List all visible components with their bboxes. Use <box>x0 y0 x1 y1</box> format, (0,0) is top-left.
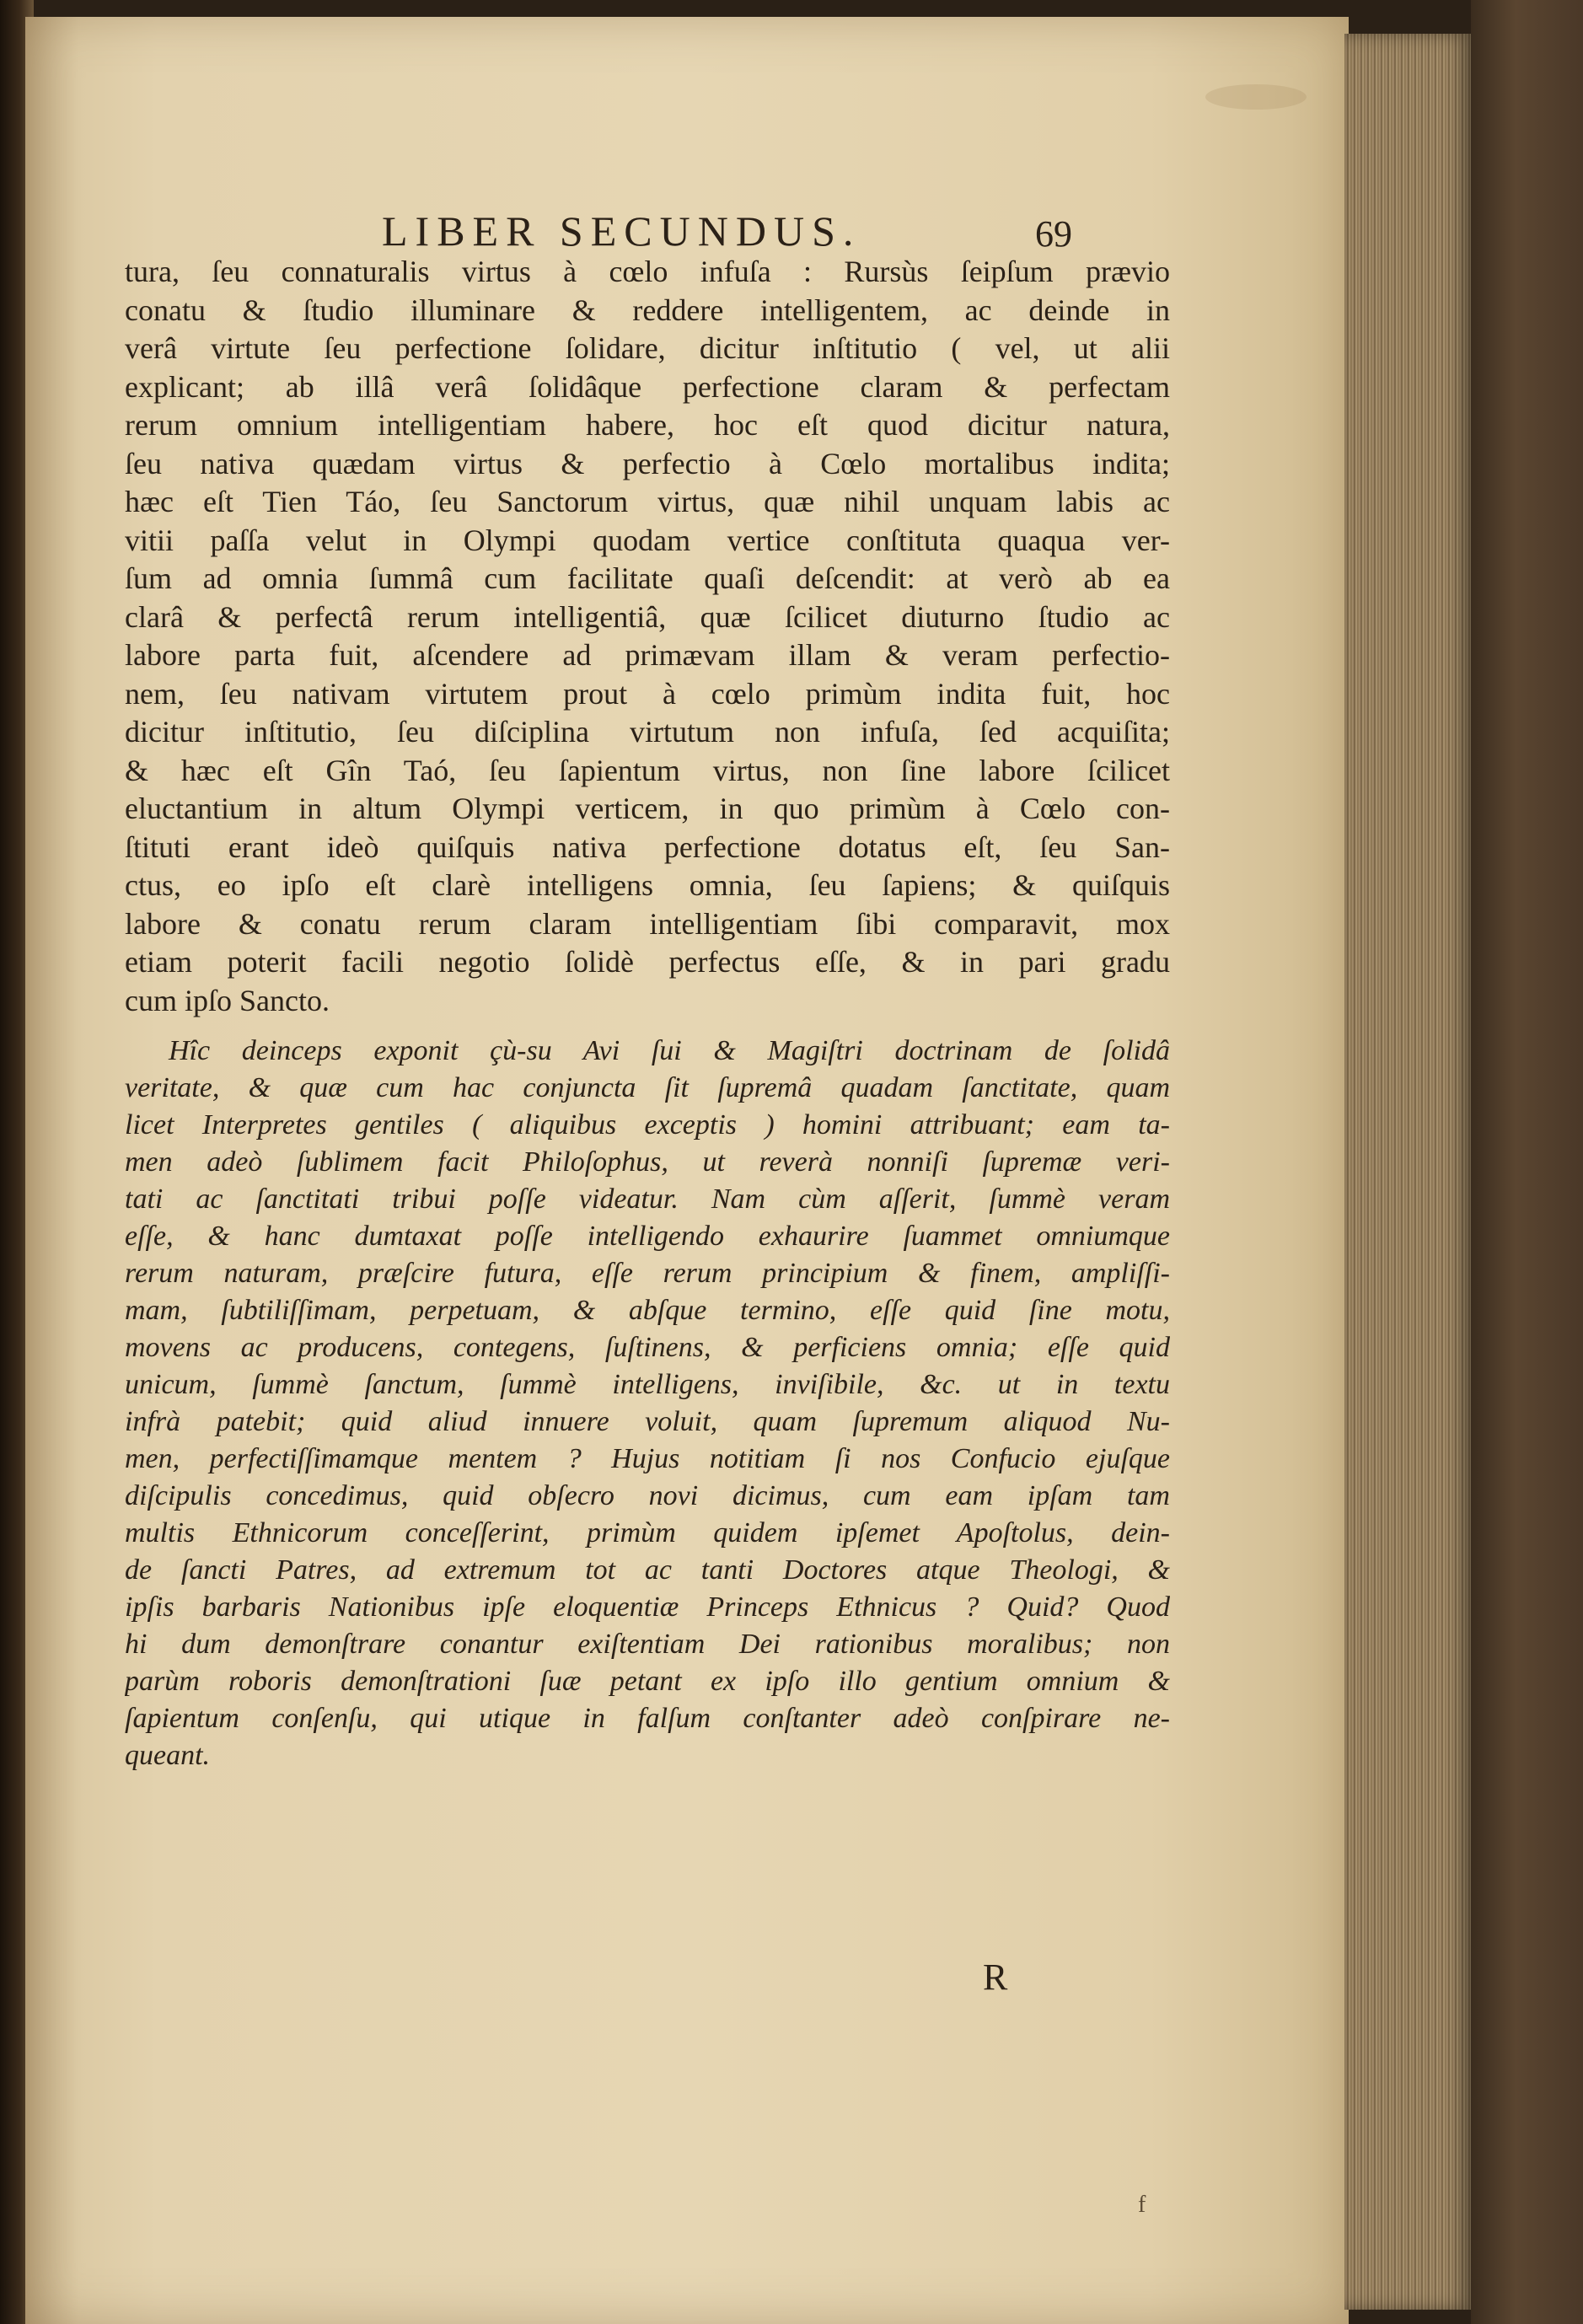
page-edges <box>1344 34 1471 2310</box>
text-line: rerum naturam, præſcire futura, eſſe rerum principium & finem, ampliſſi- <box>125 1258 1170 1289</box>
italic-commentary <box>125 1033 1170 1774</box>
text-line: ſtituti erant ideò quiſquis nativa perfectione dotatus eſt, ſeu San- <box>125 829 1170 864</box>
text-line: verâ virtute ſeu perfectione ſolidare, dicitur inſtitutio ( vel, ut alii <box>125 331 1170 365</box>
text-line: & hæc eſt Gîn Taó, ſeu ſapientum virtus, non ſine labore ſcilicet <box>125 753 1170 787</box>
text-line: movens ac producens, contegens, ſuſtinens, & perficiens omnia; eſſe quid <box>125 1332 1170 1363</box>
right-cover <box>1471 0 1583 2324</box>
text-line: mam, ſubtiliſſimam, perpetuam, & abſque termino, eſſe quid ſine motu, <box>125 1295 1170 1326</box>
text-line: hi dum demonſtrare conantur exiſtentiam Dei rationibus moralibus; non <box>125 1629 1170 1660</box>
page-number: 69 <box>1035 213 1072 255</box>
text-line: men adeò ſublimem facit Philoſophus, ut reverà nonniſi ſupremæ veri- <box>125 1146 1170 1178</box>
text-line: tati ac ſanctitati tribui poſſe videatur. Nam cùm aſſerit, ſummè veram <box>125 1183 1170 1215</box>
text-line: queant. <box>125 1740 211 1771</box>
signature-mark: R <box>983 1956 1008 1998</box>
text-line: clarâ & perfectâ rerum intelligentiâ, quæ ſcilicet diuturno ſtudio ac <box>125 599 1170 634</box>
text-line: tura, ſeu connaturalis virtus à cœlo infuſa : Rursùs ſeipſum prævio <box>125 255 1170 288</box>
running-title: LIBER SECUNDUS. <box>382 207 861 255</box>
text-line: eluctantium in altum Olympi verticem, in quo primùm à Cœlo con- <box>125 792 1170 825</box>
text-line: unicum, ſummè ſanctum, ſummè intelligens, inviſibile, &c. ut in textu <box>125 1369 1170 1400</box>
text-line: rerum omnium intelligentiam habere, hoc eſt quod dicitur natura, <box>125 408 1170 442</box>
text-line: vitii paſſa velut in Olympi quodam vertice conſtituta quaqua ver- <box>125 523 1170 557</box>
running-head <box>125 206 1170 256</box>
text-line: diſcipulis concedimus, quid obſecro novi dicimus, cum eam ipſam tam <box>125 1480 1170 1511</box>
text-line: dicitur inſtitutio, ſeu diſciplina virtutum non infuſa, ſed acquiſita; <box>125 715 1170 749</box>
text-line: multis Ethnicorum conceſſerint, primùm quidem ipſemet Apoſtolus, dein- <box>125 1517 1170 1548</box>
text-line: parùm roboris demonſtrationi ſuæ petant ex ipſo illo gentium omnium & <box>125 1666 1170 1697</box>
text-line: eſſe, & hanc dumtaxat poſſe intelligendo exhaurire ſuammet omniumque <box>125 1221 1170 1252</box>
text-line: infrà patebit; quid aliud innuere voluit, quam ſupremum aliquod Nu- <box>125 1406 1170 1437</box>
text-line: nem, ſeu nativam virtutem prout à cœlo primùm indita fuit, hoc <box>125 676 1170 711</box>
page-stain <box>1205 84 1307 110</box>
text-line: cum ipſo Sancto. <box>125 983 330 1017</box>
text-line: licet Interpretes gentiles ( aliquibus exceptis ) homini attribuant; eam ta- <box>125 1109 1170 1141</box>
text-line: veritate, & quæ cum hac conjuncta ſit ſupremâ quadam ſanctitate, quam <box>125 1072 1170 1103</box>
text-line: ctus, eo ipſo eſt clarè intelligens omnia, ſeu ſapiens; & quiſquis <box>125 868 1170 902</box>
text-line: labore & conatu rerum claram intelligentiam ſibi comparavit, mox <box>125 906 1170 941</box>
text-line: ſapientum conſenſu, qui utique in falſum conſtanter adeò conſpirare ne- <box>125 1703 1170 1734</box>
text-line: de ſancti Patres, ad extremum tot ac tanti Doctores atque Theologi, & <box>125 1554 1170 1586</box>
text-line: etiam poterit facili negotio ſolidè perfectus eſſe, & in pari gradu <box>125 945 1170 979</box>
text-line: labore parta fuit, aſcendere ad primævam illam & veram perfectio- <box>125 638 1170 672</box>
text-line: ipſis barbaris Nationibus ipſe eloquentiæ Princeps Ethnicus ? Quid? Quod <box>125 1591 1170 1623</box>
text-line: ſeu nativa quædam virtus & perfectio à Cœlo mortalibus indita; <box>125 446 1170 480</box>
text-line: hæc eſt Tien Táo, ſeu Sanctorum virtus, quæ nihil unquam labis ac <box>125 485 1170 518</box>
text-line: men, perfectiſſimamque mentem ? Hujus notitiam ſi nos Confucio ejuſque <box>125 1443 1170 1474</box>
text-line: explicant; ab illâ verâ ſolidâque perfectione claram & perfectam <box>125 369 1170 404</box>
roman-paragraph <box>125 253 1170 1020</box>
corner-mark: f <box>1138 2192 1146 2218</box>
text-line: Hîc deinceps exponit çù-su Avi ſui & Magiſtri doctrinam de ſolidâ <box>169 1035 1170 1066</box>
text-line: conatu & ſtudio illuminare & reddere intelligentem, ac deinde in <box>125 293 1170 327</box>
text-line: ſum ad omnia ſummâ cum facilitate quaſi deſcendit: at verò ab ea <box>125 561 1170 595</box>
